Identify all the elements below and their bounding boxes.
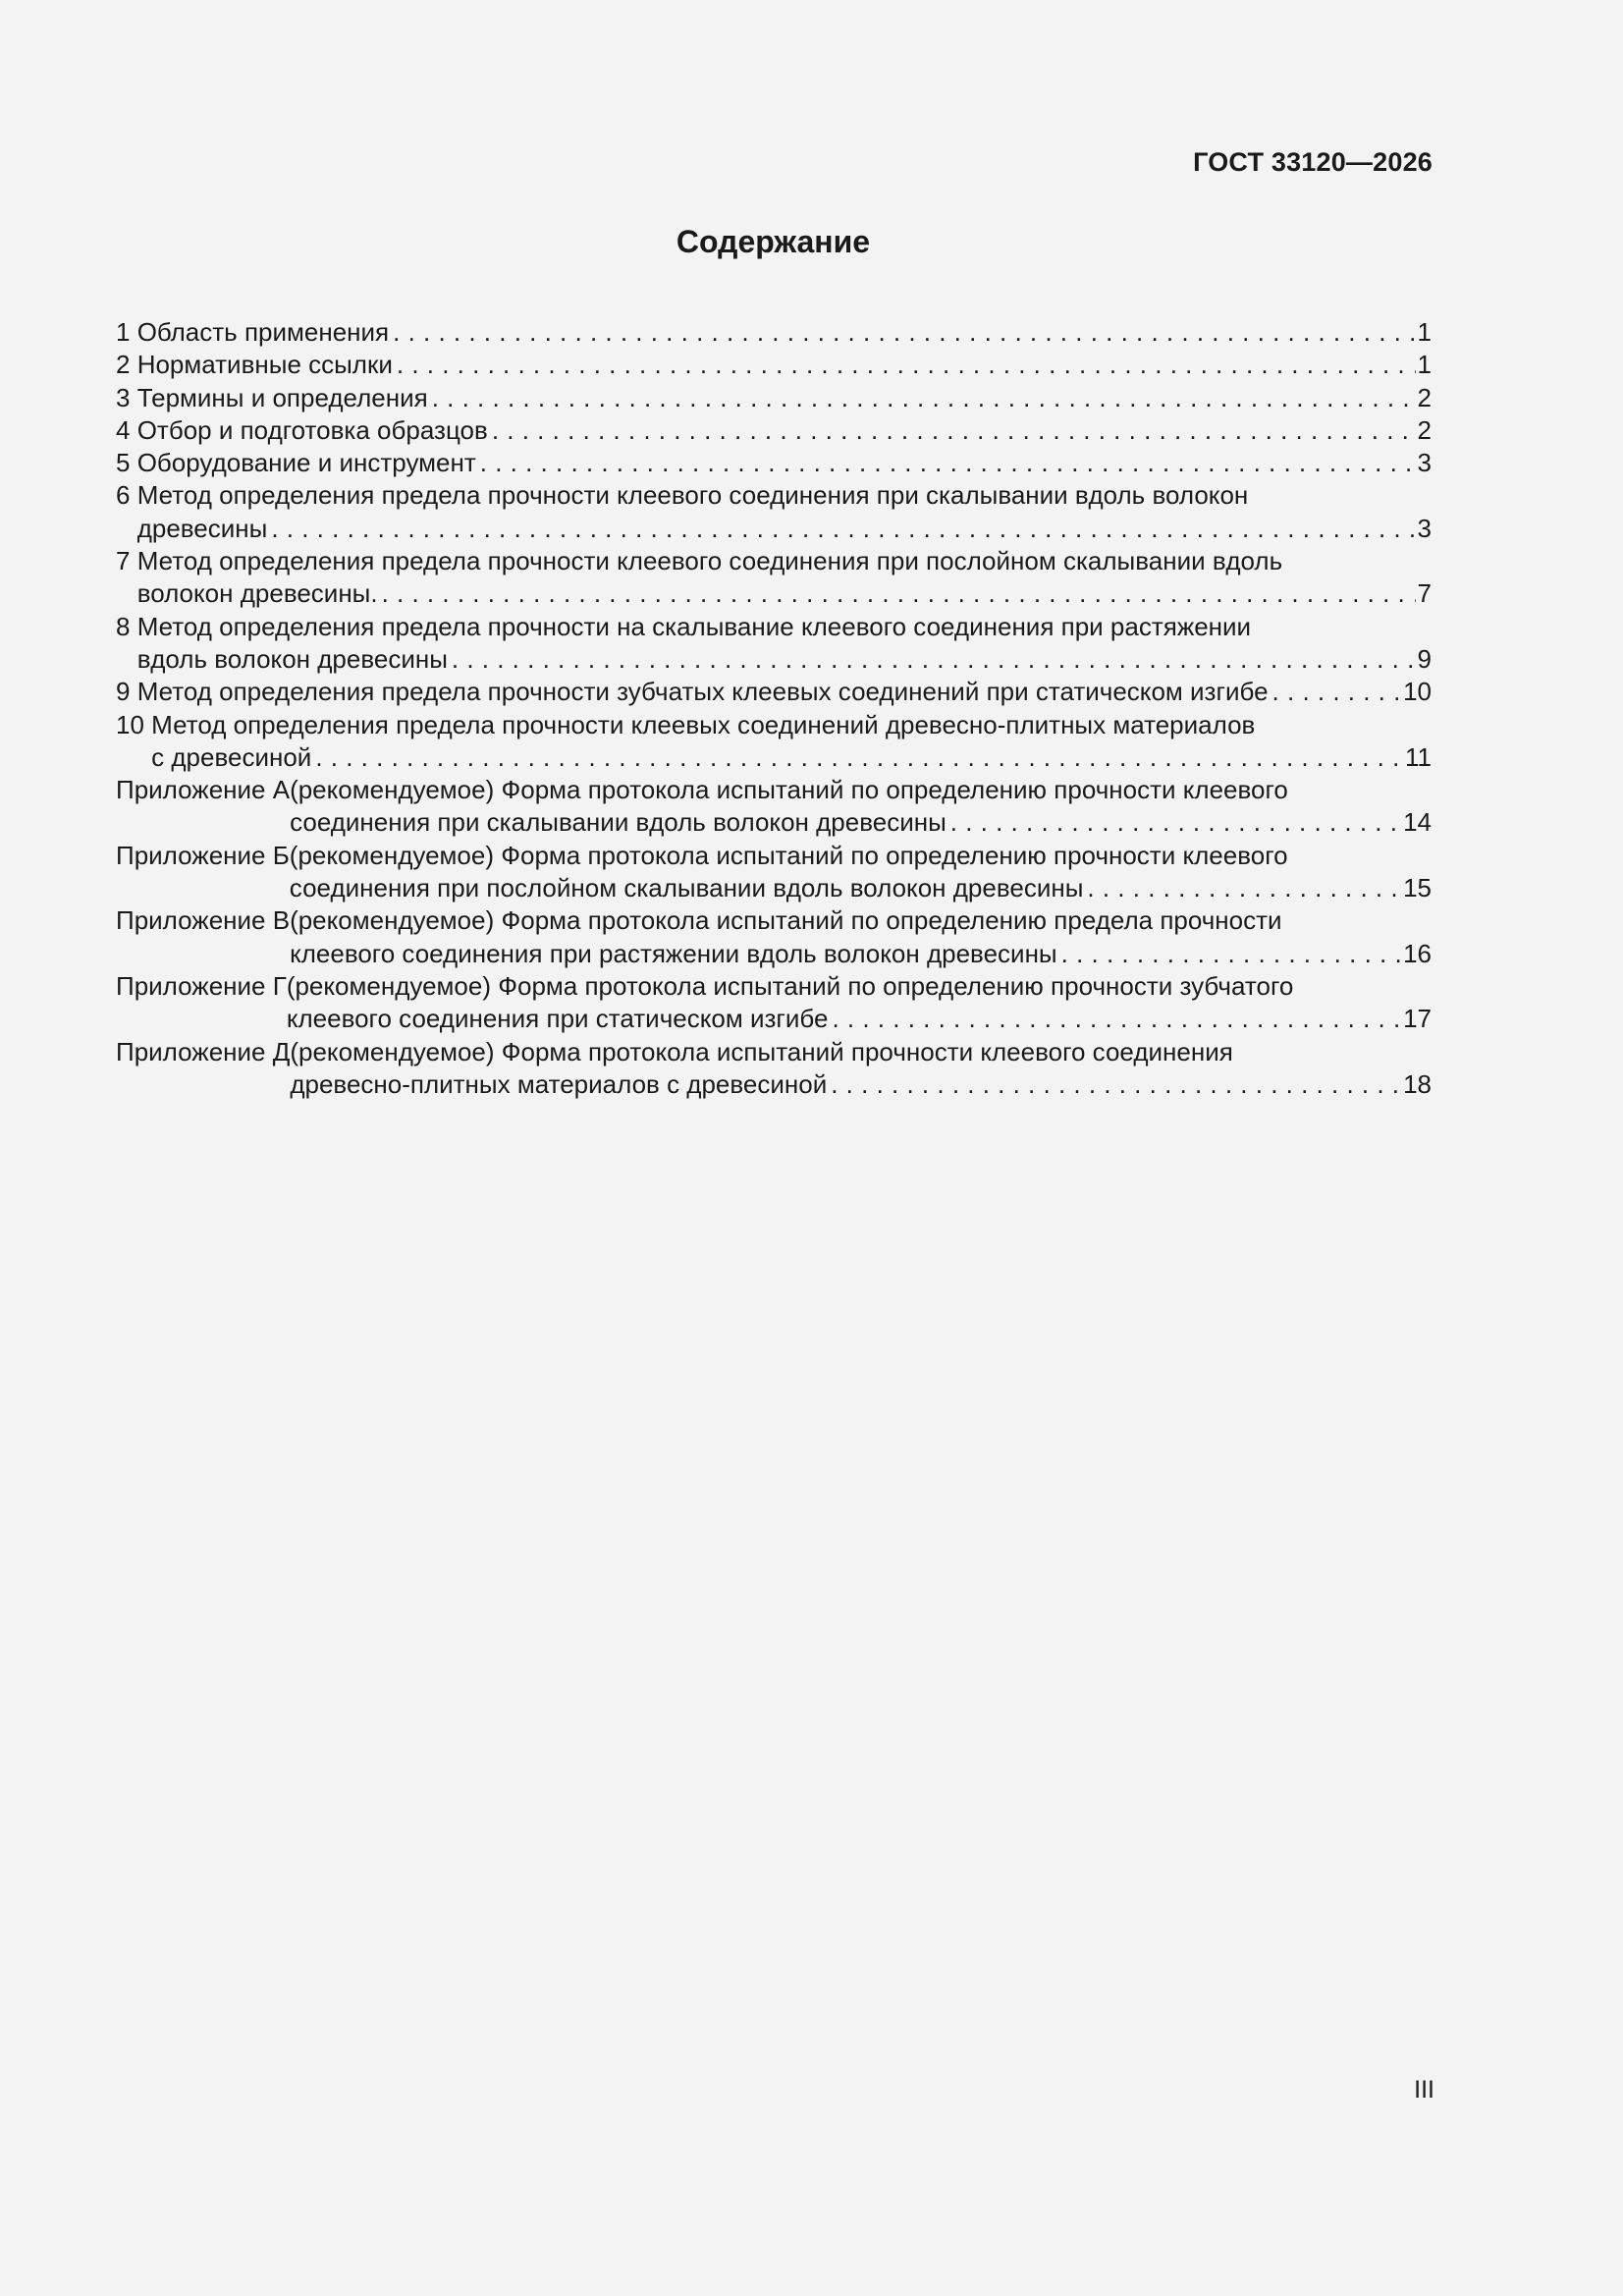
toc-entry-line (287, 1003, 1432, 1035)
dot-leader (393, 316, 1415, 349)
toc-entry-text (137, 316, 1432, 349)
toc-entry-text (137, 479, 1432, 545)
dot-leader (271, 513, 1415, 545)
toc-entry-line (137, 316, 1432, 349)
toc-entry-title: соединения при послойном скалывании вдоль волокон древесины (289, 873, 1084, 903)
toc-entry-title: (рекомендуемое) Форма протокола испытаний по определению прочности клеевого (289, 840, 1288, 870)
toc-appendix-entry[interactable] (116, 904, 1432, 970)
toc-entry-text (290, 840, 1432, 905)
dot-leader (832, 1003, 1401, 1035)
dot-leader (397, 349, 1416, 381)
toc-entry-line (137, 676, 1432, 708)
toc-entry-title: клеевого соединения при растяжении вдоль волокон древесины (290, 938, 1057, 968)
toc-entry-title: с древесиной (151, 741, 312, 772)
toc-entry-line (290, 774, 1432, 806)
toc-entry-title: Оборудование и инструмент (136, 448, 476, 478)
toc-appendix-entry[interactable] (116, 970, 1432, 1036)
toc-entry[interactable] (116, 479, 1432, 545)
toc-entry-line (287, 970, 1432, 1003)
toc-page-number: 11 (1405, 741, 1432, 772)
toc-entry-line (137, 513, 1432, 545)
toc-entry-title: Метод определения предела прочности клеевого соединения при скалывании вдоль волокон (136, 480, 1249, 511)
toc-entry[interactable] (116, 382, 1432, 414)
toc-entry-title: Метод определения предела прочности клеевых соединений древесно-плитных материалов (151, 709, 1256, 739)
dot-leader (831, 1068, 1401, 1101)
toc-entry-title: вдоль волокон древесины (136, 643, 448, 674)
toc-entry-title: древесины (136, 513, 268, 543)
toc-entry[interactable] (116, 611, 1432, 677)
toc-entry-line (137, 577, 1432, 610)
toc-entry[interactable] (116, 349, 1432, 381)
dot-leader (452, 643, 1416, 676)
toc-entry-line (137, 447, 1432, 479)
toc-page-number: 3 (1417, 513, 1432, 543)
toc-page-number: 2 (1417, 382, 1432, 412)
toc-entry-number: 1 (116, 317, 137, 347)
toc-entry-title: волокон древесины. (136, 578, 378, 609)
toc-entry-title: Метод определения предела прочности клеевого соединения при послойном скалывании вдоль (136, 546, 1283, 576)
toc-entry-title: (рекомендуемое) Форма протокола испытаний прочности клеевого соединения (290, 1036, 1233, 1066)
toc-entry-text (137, 349, 1432, 381)
toc-entry-text (137, 611, 1432, 677)
toc-entry-line (137, 414, 1432, 447)
dot-leader (1272, 676, 1402, 708)
toc-entry-title: соединения при скалывании вдоль волокон древесины (290, 807, 947, 838)
toc-entry-text (137, 414, 1432, 447)
toc-entry-number: 2 (116, 350, 137, 380)
toc-entry[interactable] (116, 709, 1432, 775)
toc-appendix-label: Приложение Г (116, 970, 287, 1001)
toc-appendix-label: Приложение Б (116, 840, 290, 870)
toc-entry-line (151, 709, 1432, 741)
toc-entry-number: 6 (116, 480, 137, 511)
toc-entry-line (290, 1068, 1432, 1101)
toc-entry[interactable] (116, 414, 1432, 447)
dot-leader (315, 741, 1403, 774)
dot-leader (382, 577, 1416, 610)
toc-entry-line (290, 1036, 1432, 1068)
toc-entry-number: 10 (116, 709, 152, 739)
toc-page-number: 14 (1403, 807, 1432, 838)
dot-leader (1087, 872, 1401, 904)
toc-entry-line (290, 840, 1432, 872)
toc-entry-line (151, 741, 1432, 774)
toc-page-number: 10 (1403, 677, 1432, 707)
toc-entry-text (137, 447, 1432, 479)
toc-entry[interactable] (116, 447, 1432, 479)
toc-page-number: 2 (1417, 414, 1432, 445)
toc-page-number: 15 (1403, 873, 1432, 903)
toc-entry[interactable] (116, 545, 1432, 611)
toc-entry-text (137, 676, 1432, 708)
page-number: III (1414, 2076, 1434, 2104)
toc-entry-title: древесно-плитных материалов с древесиной (290, 1068, 828, 1099)
toc-entry-text (290, 904, 1432, 970)
toc-page-number: 16 (1403, 938, 1432, 968)
toc-heading: Содержание (676, 224, 871, 259)
toc-appendix-entry[interactable] (116, 840, 1432, 905)
toc-entry-title: Отбор и подготовка образцов (136, 414, 488, 445)
toc-entry-text (137, 382, 1432, 414)
toc-appendix-label: Приложение В (116, 905, 291, 936)
dot-leader (1061, 938, 1401, 970)
toc-entry-text (137, 545, 1432, 611)
toc-appendix-label: Приложение Д (116, 1036, 291, 1066)
toc-entry-title: Метод определения предела прочности зубчатых клеевых соединений при статическом изгибе (136, 677, 1269, 707)
document-code: ГОСТ 33120—2026 (1193, 147, 1433, 177)
toc-entry[interactable] (116, 676, 1432, 708)
toc-entry-line (137, 643, 1432, 676)
toc-entry-title: (рекомендуемое) Форма протокола испытаний по определению прочности зубчатого (286, 970, 1294, 1001)
dot-leader (492, 414, 1416, 447)
toc-entry-title: Нормативные ссылки (136, 350, 393, 380)
toc-entry-line (137, 479, 1432, 512)
toc-page-number: 7 (1417, 578, 1432, 609)
toc-entry-text (290, 774, 1432, 840)
toc-entry-line (137, 545, 1432, 577)
toc-entry-number: 5 (116, 448, 137, 478)
toc-page-number: 17 (1403, 1004, 1432, 1034)
dot-leader (480, 447, 1416, 479)
toc-entry-number: 9 (116, 677, 137, 707)
toc-entry-title: Термины и определения (136, 382, 428, 412)
toc-appendix-label: Приложение А (116, 775, 291, 805)
toc-entry-text (151, 709, 1432, 775)
toc-appendix-entry[interactable] (116, 774, 1432, 840)
toc-entry-line (290, 872, 1432, 904)
toc-entry-line (290, 806, 1432, 839)
toc-entry-line (137, 349, 1432, 381)
toc-entry-number: 8 (116, 611, 137, 641)
toc-entry-title: клеевого соединения при статическом изгибе (286, 1004, 829, 1034)
toc-entry-line (137, 382, 1432, 414)
toc-entry-text (287, 970, 1432, 1036)
toc-entry-number: 7 (116, 546, 137, 576)
toc-page-number: 18 (1403, 1068, 1432, 1099)
toc-entry-line (137, 611, 1432, 643)
toc-entry-line (290, 938, 1432, 970)
toc-page-number: 9 (1417, 643, 1432, 674)
toc-appendix-entry[interactable] (116, 1036, 1432, 1102)
toc-entry-title: (рекомендуемое) Форма протокола испытаний по определению предела прочности (290, 905, 1282, 936)
toc-entry-number: 4 (116, 414, 137, 445)
toc-entry-number: 3 (116, 382, 137, 412)
dot-leader (432, 382, 1416, 414)
toc-page-number: 1 (1417, 317, 1432, 347)
toc-entry-line (290, 904, 1432, 937)
toc-page-number: 3 (1417, 448, 1432, 478)
toc-entry-title: Метод определения предела прочности на скалывание клеевого соединения при растяжении (136, 611, 1252, 641)
toc-entry-title: Область применения (136, 317, 390, 347)
table-of-contents (116, 316, 1432, 1101)
dot-leader (950, 806, 1401, 839)
toc-entry-title: (рекомендуемое) Форма протокола испытаний по определению прочности клеевого (290, 775, 1288, 805)
toc-entry-text (290, 1036, 1432, 1102)
toc-entry[interactable] (116, 316, 1432, 349)
toc-page-number: 1 (1417, 350, 1432, 380)
